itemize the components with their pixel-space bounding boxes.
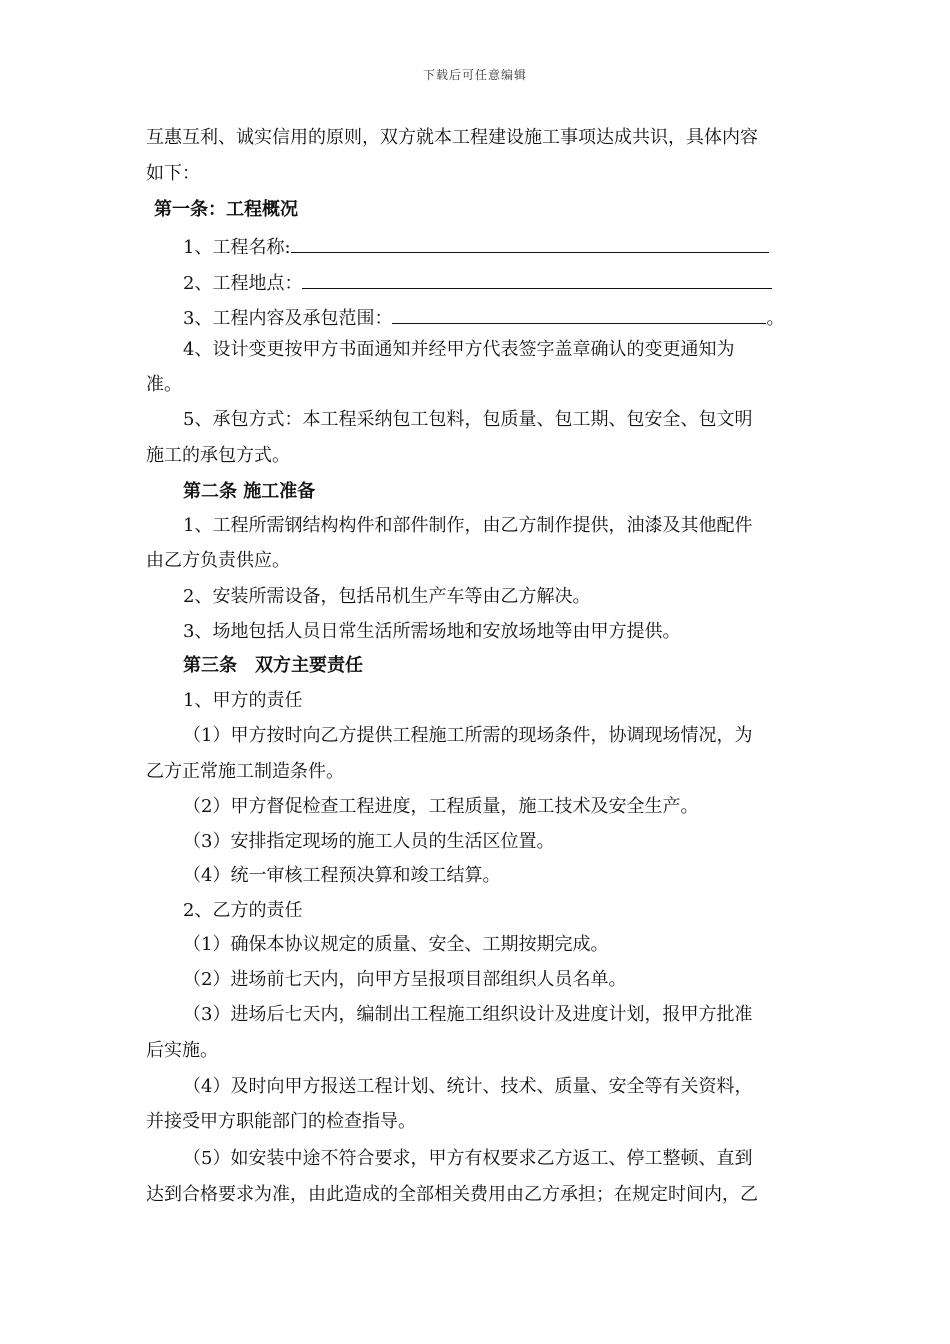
text-line: 互惠互利、诚实信用的原则，双方就本工程建设施工事项达成共识，具体内容 bbox=[146, 127, 758, 148]
section-heading: 第三条 双方主要责任 bbox=[183, 655, 363, 676]
text-line bbox=[183, 232, 769, 260]
text-line: （4）统一审核工程预决算和竣工结算。 bbox=[183, 865, 501, 886]
text-line: 1、工程所需钢结构构件和部件制作，由乙方制作提供，油漆及其他配件 bbox=[183, 515, 753, 536]
blank-line bbox=[291, 232, 769, 253]
text-line: （1）确保本协议规定的质量、安全、工期按期完成。 bbox=[183, 934, 609, 955]
text-line: （2）进场前七天内，向甲方呈报项目部组织人员名单。 bbox=[183, 969, 627, 990]
text-line: 3、场地包括人员日常生活所需场地和安放场地等由甲方提供。 bbox=[183, 621, 681, 642]
section-heading: 第一条：工程概况 bbox=[154, 199, 298, 220]
period-mark: 。 bbox=[766, 308, 785, 329]
text-line: 2、安装所需设备，包括吊机生产车等由乙方解决。 bbox=[183, 586, 591, 607]
text-line: 5、承包方式：本工程采纳包工包料，包质量、包工期、包安全、包文明 bbox=[183, 409, 753, 430]
text-line: 施工的承包方式。 bbox=[146, 445, 290, 466]
text-line: 2、乙方的责任 bbox=[183, 900, 303, 921]
text-line bbox=[183, 268, 772, 296]
text-line: 由乙方负责供应。 bbox=[146, 550, 290, 571]
text-line: （3）安排指定现场的施工人员的生活区位置。 bbox=[183, 831, 555, 852]
text-line: （5）如安装中途不符合要求，甲方有权要求乙方返工、停工整顿、直到 bbox=[183, 1148, 753, 1169]
text-line: 4、设计变更按甲方书面通知并经甲方代表签字盖章确认的变更通知为 bbox=[183, 339, 735, 360]
page-header: 下载后可任意编辑 bbox=[422, 68, 527, 82]
blank-line bbox=[392, 303, 766, 324]
blank-line bbox=[302, 268, 772, 289]
text-line bbox=[183, 303, 784, 331]
section-heading: 第二条 施工准备 bbox=[183, 481, 316, 502]
text-line: （2）甲方督促检查工程进度，工程质量，施工技术及安全生产。 bbox=[183, 796, 699, 817]
text-line: （3）进场后七天内，编制出工程施工组织设计及进度计划，报甲方批准 bbox=[183, 1004, 753, 1025]
text-line: （4）及时向甲方报送工程计划、统计、技术、质量、安全等有关资料， bbox=[183, 1076, 753, 1097]
text-line: 并接受甲方职能部门的检查指导。 bbox=[146, 1111, 416, 1132]
text-line: 达到合格要求为准，由此造成的全部相关费用由乙方承担；在规定时间内，乙 bbox=[146, 1184, 758, 1205]
field-label: 3、工程内容及承包范围： bbox=[183, 308, 393, 329]
text-line: 后实施。 bbox=[146, 1040, 218, 1061]
text-line: 如下： bbox=[146, 163, 200, 184]
field-label: 1、工程名称: bbox=[183, 237, 291, 258]
text-line: （1）甲方按时向乙方提供工程施工所需的现场条件，协调现场情况，为 bbox=[183, 725, 753, 746]
field-label: 2、工程地点： bbox=[183, 273, 303, 294]
text-line: 准。 bbox=[146, 374, 182, 395]
text-line: 乙方正常施工制造条件。 bbox=[146, 761, 344, 782]
text-line: 1、甲方的责任 bbox=[183, 690, 303, 711]
